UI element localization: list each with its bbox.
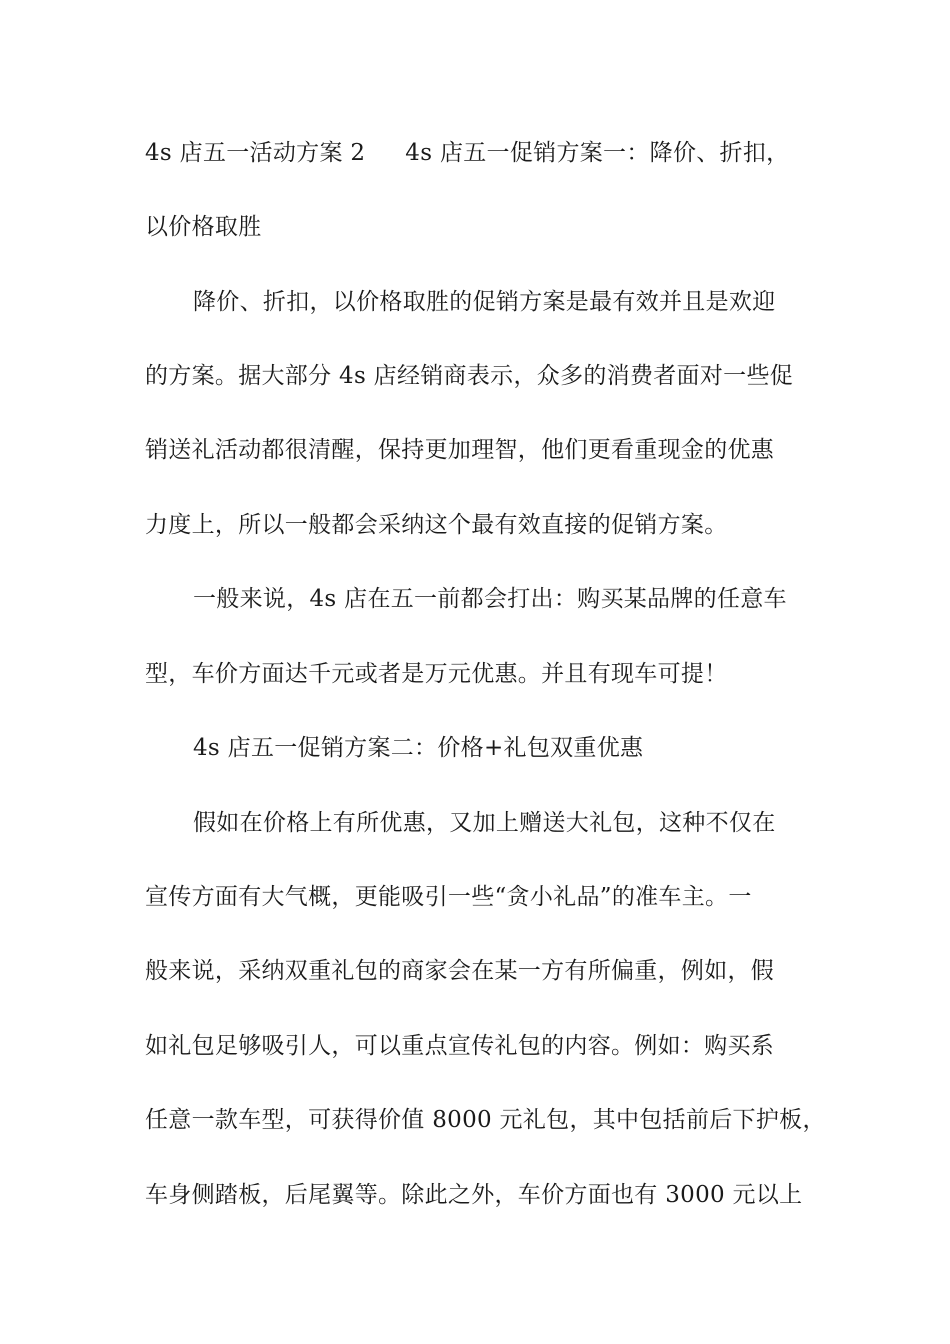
text-line: 宣传方面有大气概，更能吸引一些“贪小礼品”的准车主。一	[145, 884, 752, 910]
text-line: 的方案。据大部分 4s 店经销商表示，众多的消费者面对一些促	[145, 363, 794, 389]
text-line: 降价、折扣，以价格取胜的促销方案是最有效并且是欢迎	[193, 289, 776, 315]
text-line: 任意一款车型，可获得价值 8000 元礼包，其中包括前后下护板，	[145, 1107, 826, 1133]
text-line: 型，车价方面达千元或者是万元优惠。并且有现车可提！	[145, 661, 728, 687]
text-line: 力度上，所以一般都会采纳这个最有效直接的促销方案。	[145, 512, 728, 538]
text-line: 般来说，采纳双重礼包的商家会在某一方有所偏重，例如，假	[145, 958, 775, 984]
section-heading-2: 4s 店五一促销方案二：价格+礼包双重优惠	[193, 735, 644, 761]
heading-line	[145, 138, 825, 168]
text-line: 如礼包足够吸引人，可以重点宣传礼包的内容。例如：购买系	[145, 1033, 775, 1059]
text-line: 一般来说，4s 店在五一前都会打出：购买某品牌的任意车	[193, 586, 787, 612]
text-line: 假如在价格上有所优惠，又加上赠送大礼包，这种不仅在	[193, 810, 776, 836]
text-line: 以价格取胜	[145, 214, 262, 240]
section-heading-1: 4s 店五一促销方案一：降价、折扣，	[405, 140, 790, 166]
text-line: 销送礼活动都很清醒，保持更加理智，他们更看重现金的优惠	[145, 437, 775, 463]
document-title: 4s 店五一活动方案 2	[145, 140, 366, 166]
text-line: 车身侧踏板，后尾翼等。除此之外，车价方面也有 3000 元以上	[145, 1182, 803, 1208]
